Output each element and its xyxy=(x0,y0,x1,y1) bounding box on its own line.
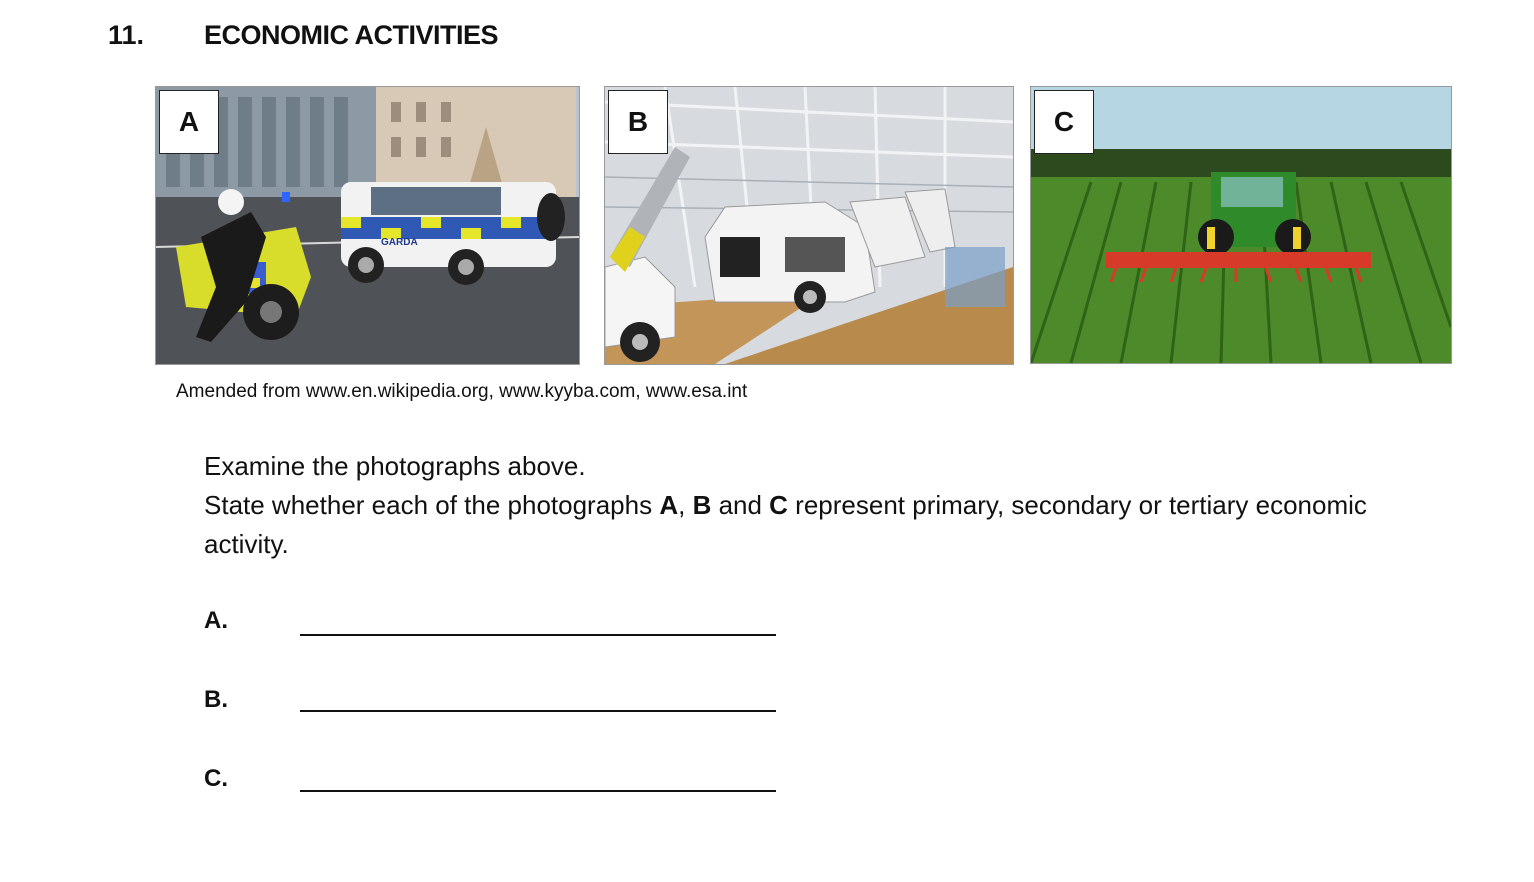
photo-b-label: B xyxy=(608,90,668,154)
instruction-ref-a: A xyxy=(659,490,679,520)
garda-vehicle-text: GARDA xyxy=(381,237,418,248)
photo-b xyxy=(604,86,1014,365)
question-instructions xyxy=(204,447,1424,564)
photo-c xyxy=(1030,86,1452,364)
photo-a xyxy=(155,86,580,365)
answer-line-b[interactable] xyxy=(300,710,776,712)
photo-a-label: A xyxy=(159,90,219,154)
answer-line-a[interactable] xyxy=(300,634,776,636)
answer-label-c: C. xyxy=(204,765,228,792)
answer-label-b: B. xyxy=(204,686,228,713)
question-number: 11. xyxy=(108,20,145,50)
instruction-line-2 xyxy=(204,486,1424,564)
instruction-line-1: Examine the photographs above. xyxy=(204,451,586,481)
photo-source-credit: Amended from www.en.wikipedia.org, www.kyyba.com, www.esa.int xyxy=(176,381,748,402)
instruction-ref-b: B xyxy=(692,490,712,520)
instruction-and: and xyxy=(711,490,770,520)
instruction-comma: , xyxy=(678,490,693,520)
photo-c-label: C xyxy=(1034,90,1094,154)
instruction-text-pre: State whether each of the photographs xyxy=(204,490,660,520)
question-title: ECONOMIC ACTIVITIES xyxy=(204,20,499,50)
instruction-text-post: represent primary, secondary or tertiary economic activity. xyxy=(204,490,1367,559)
instruction-ref-c: C xyxy=(769,490,788,520)
photo-c-image xyxy=(1031,87,1451,363)
answer-line-c[interactable] xyxy=(300,790,776,792)
photo-a-image xyxy=(156,87,579,364)
answer-label-a: A. xyxy=(204,607,228,634)
